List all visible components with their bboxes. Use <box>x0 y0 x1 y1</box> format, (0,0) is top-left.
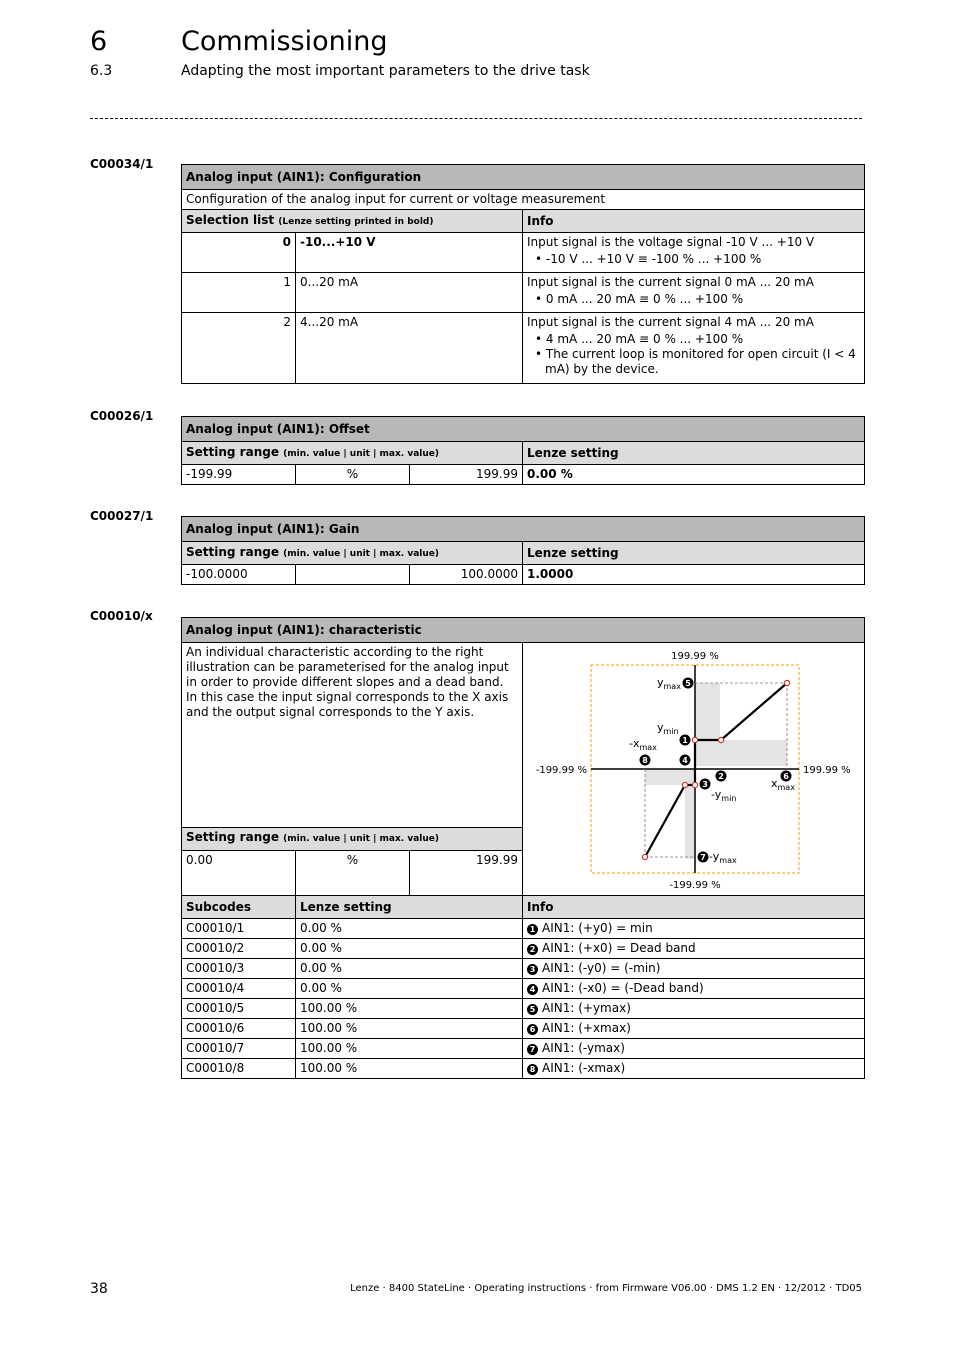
table-row <box>182 939 865 959</box>
subcode: C00010/2 <box>182 939 296 959</box>
selection-header <box>182 210 523 233</box>
table-c27 <box>181 516 865 585</box>
selection-value: 0...20 mA <box>296 273 523 313</box>
xmax-label: $x_{max}$ <box>771 777 795 792</box>
deadband-region <box>695 683 720 766</box>
marker-7-icon: 7 <box>527 1044 538 1055</box>
info-text: Input signal is the voltage signal -10 V ... +10 V <box>527 235 815 249</box>
range-unit: % <box>296 465 410 485</box>
header-separator <box>90 118 862 119</box>
range-note: (min. value | unit | max. value) <box>283 834 439 845</box>
table-row <box>182 1019 865 1039</box>
subcode-lenze: 100.00 % <box>296 1059 523 1079</box>
lenze-value: 0.00 % <box>523 465 865 485</box>
range-max: 100.0000 <box>410 565 523 585</box>
subcodes-header: Subcodes <box>182 896 296 919</box>
right-label: 199.99 % <box>803 765 851 776</box>
chapter-title: Commissioning <box>181 26 388 57</box>
info-bullet: • 0 mA ... 20 mA ≡ 0 % ... +100 % <box>535 292 860 307</box>
range-label: Setting range <box>186 444 279 459</box>
subcode-info: 5 AIN1: (+ymax) <box>523 999 865 1019</box>
subcode-info: 3 AIN1: (-y0) = (-min) <box>523 959 865 979</box>
table-row <box>182 313 865 384</box>
table-row <box>182 1039 865 1059</box>
svg-text:5: 5 <box>685 679 691 688</box>
neg-xmax-label: $-x_{max}$ <box>629 737 657 752</box>
marker-7 <box>698 852 709 863</box>
subcode-info: 1 AIN1: (+y0) = min <box>523 919 865 939</box>
svg-text:6: 6 <box>783 772 789 781</box>
range-min: 0.00 <box>182 851 296 896</box>
characteristic-diagram-cell <box>523 643 865 896</box>
range-note: (min. value | unit | max. value) <box>283 548 439 559</box>
lenze-header: Lenze setting <box>523 542 865 565</box>
svg-text:8: 8 <box>642 756 648 765</box>
selection-label: Selection list <box>186 212 275 227</box>
info-header: Info <box>523 896 865 919</box>
marker-1 <box>680 735 691 746</box>
svg-text:7: 7 <box>700 853 706 862</box>
range-unit <box>296 565 410 585</box>
table-c10 <box>181 617 865 1079</box>
section-title: Adapting the most important parameters to the drive task <box>181 63 590 79</box>
ymax-label: $y_{max}$ <box>657 676 681 691</box>
range-max: 199.99 <box>410 851 523 896</box>
table-c26 <box>181 416 865 485</box>
selection-info <box>523 273 865 313</box>
table-row <box>182 565 865 585</box>
info-bullet: • 4 mA ... 20 mA ≡ 0 % ... +100 % <box>535 332 860 347</box>
table-row <box>182 959 865 979</box>
subcode-lenze: 0.00 % <box>296 979 523 999</box>
table-row <box>182 273 865 313</box>
code-label-c26: C00026/1 <box>90 409 154 423</box>
subcode: C00010/5 <box>182 999 296 1019</box>
subcode-info: 6 AIN1: (+xmax) <box>523 1019 865 1039</box>
subcode-lenze: 100.00 % <box>296 1019 523 1039</box>
table-row <box>182 233 865 273</box>
marker-8-icon: 8 <box>527 1064 538 1075</box>
lenze-value: 1.0000 <box>523 565 865 585</box>
table-row <box>182 999 865 1019</box>
ymin-label: $y_{min}$ <box>657 721 679 736</box>
top-label: 199.99 % <box>671 651 719 662</box>
info-text: Input signal is the current signal 4 mA ... 20 mA <box>527 315 814 329</box>
range-label: Setting range <box>186 830 279 845</box>
selection-number: 2 <box>182 313 296 384</box>
range-header <box>182 442 523 465</box>
lenze-header: Lenze setting <box>296 896 523 919</box>
table-row <box>182 979 865 999</box>
info-bullet: • -10 V ... +10 V ≡ -100 % ... +100 % <box>535 252 860 267</box>
info-bullet: • The current loop is monitored for open circuit (I < 4 mA) by the device. <box>535 347 860 377</box>
table-description: An individual characteristic according to the right illustration can be parameterised for the analog input in order to provide different slopes and a dead band. In this case the input signal corresponds to the X axis and the output signal corresponds to the Y axis. <box>182 643 523 828</box>
table-title: Analog input (AIN1): characteristic <box>182 618 865 643</box>
neg-ymax-label: $-y_{max}$ <box>709 850 737 865</box>
info-text: Input signal is the current signal 0 mA ... 20 mA <box>527 275 814 289</box>
subcode-info: 2 AIN1: (+x0) = Dead band <box>523 939 865 959</box>
table-row <box>182 465 865 485</box>
subcode: C00010/1 <box>182 919 296 939</box>
subcode: C00010/3 <box>182 959 296 979</box>
marker-4 <box>680 755 691 766</box>
table-row <box>182 1059 865 1079</box>
selection-info <box>523 313 865 384</box>
selection-number: 1 <box>182 273 296 313</box>
marker-3 <box>700 779 711 790</box>
table-title: Analog input (AIN1): Configuration <box>182 165 865 190</box>
marker-8 <box>640 755 651 766</box>
marker-4-icon: 4 <box>527 984 538 995</box>
range-min: -199.99 <box>182 465 296 485</box>
range-header <box>182 542 523 565</box>
marker-5-icon: 5 <box>527 1004 538 1015</box>
subcode-info: 8 AIN1: (-xmax) <box>523 1059 865 1079</box>
footer-text: Lenze · 8400 StateLine · Operating instructions · from Firmware V06.00 · DMS 1.2 EN · 12/2012 · TD05 <box>350 1283 862 1294</box>
range-max: 199.99 <box>410 465 523 485</box>
table-c34 <box>181 164 865 384</box>
subcode-lenze: 100.00 % <box>296 1039 523 1059</box>
marker-2-icon: 2 <box>527 944 538 955</box>
table-title: Analog input (AIN1): Offset <box>182 417 865 442</box>
subcode-lenze: 100.00 % <box>296 999 523 1019</box>
marker-2 <box>716 771 727 782</box>
range-note: (min. value | unit | max. value) <box>283 448 439 459</box>
subcode-lenze: 0.00 % <box>296 939 523 959</box>
subcode: C00010/7 <box>182 1039 296 1059</box>
bottom-label: -199.99 % <box>669 880 721 891</box>
table-row <box>182 919 865 939</box>
subcode-lenze: 0.00 % <box>296 919 523 939</box>
subcode: C00010/8 <box>182 1059 296 1079</box>
subcode-info: 7 AIN1: (-ymax) <box>523 1039 865 1059</box>
code-label-c10: C00010/x <box>90 609 153 623</box>
page-number: 38 <box>90 1281 108 1297</box>
marker-1-icon: 1 <box>527 924 538 935</box>
marker-3-icon: 3 <box>527 964 538 975</box>
subcode: C00010/6 <box>182 1019 296 1039</box>
svg-text:3: 3 <box>702 780 708 789</box>
range-header <box>182 827 523 850</box>
selection-info <box>523 233 865 273</box>
code-label-c34: C00034/1 <box>90 157 154 171</box>
svg-text:1: 1 <box>682 736 688 745</box>
deadband-region <box>720 740 787 766</box>
marker-5 <box>683 678 694 689</box>
svg-text:4: 4 <box>682 756 688 765</box>
chapter-number: 6 <box>90 26 108 57</box>
table-description: Configuration of the analog input for current or voltage measurement <box>182 190 865 210</box>
marker-6 <box>781 771 792 782</box>
lenze-header: Lenze setting <box>523 442 865 465</box>
subcode-lenze: 0.00 % <box>296 959 523 979</box>
characteristic-diagram <box>523 643 863 895</box>
selection-value: -10...+10 V <box>296 233 523 273</box>
selection-note: (Lenze setting printed in bold) <box>278 216 434 227</box>
marker-6-icon: 6 <box>527 1024 538 1035</box>
range-unit: % <box>296 851 410 896</box>
subcode-info: 4 AIN1: (-x0) = (-Dead band) <box>523 979 865 999</box>
selection-number: 0 <box>182 233 296 273</box>
section-number: 6.3 <box>90 63 113 79</box>
code-label-c27: C00027/1 <box>90 509 154 523</box>
left-label: -199.99 % <box>535 765 587 776</box>
svg-text:2: 2 <box>718 772 724 781</box>
neg-ymin-label: $-y_{min}$ <box>711 788 737 803</box>
table-title: Analog input (AIN1): Gain <box>182 517 865 542</box>
range-label: Setting range <box>186 544 279 559</box>
deadband-region <box>645 769 685 785</box>
range-min: -100.0000 <box>182 565 296 585</box>
selection-value: 4...20 mA <box>296 313 523 384</box>
info-header: Info <box>523 210 865 233</box>
subcode: C00010/4 <box>182 979 296 999</box>
